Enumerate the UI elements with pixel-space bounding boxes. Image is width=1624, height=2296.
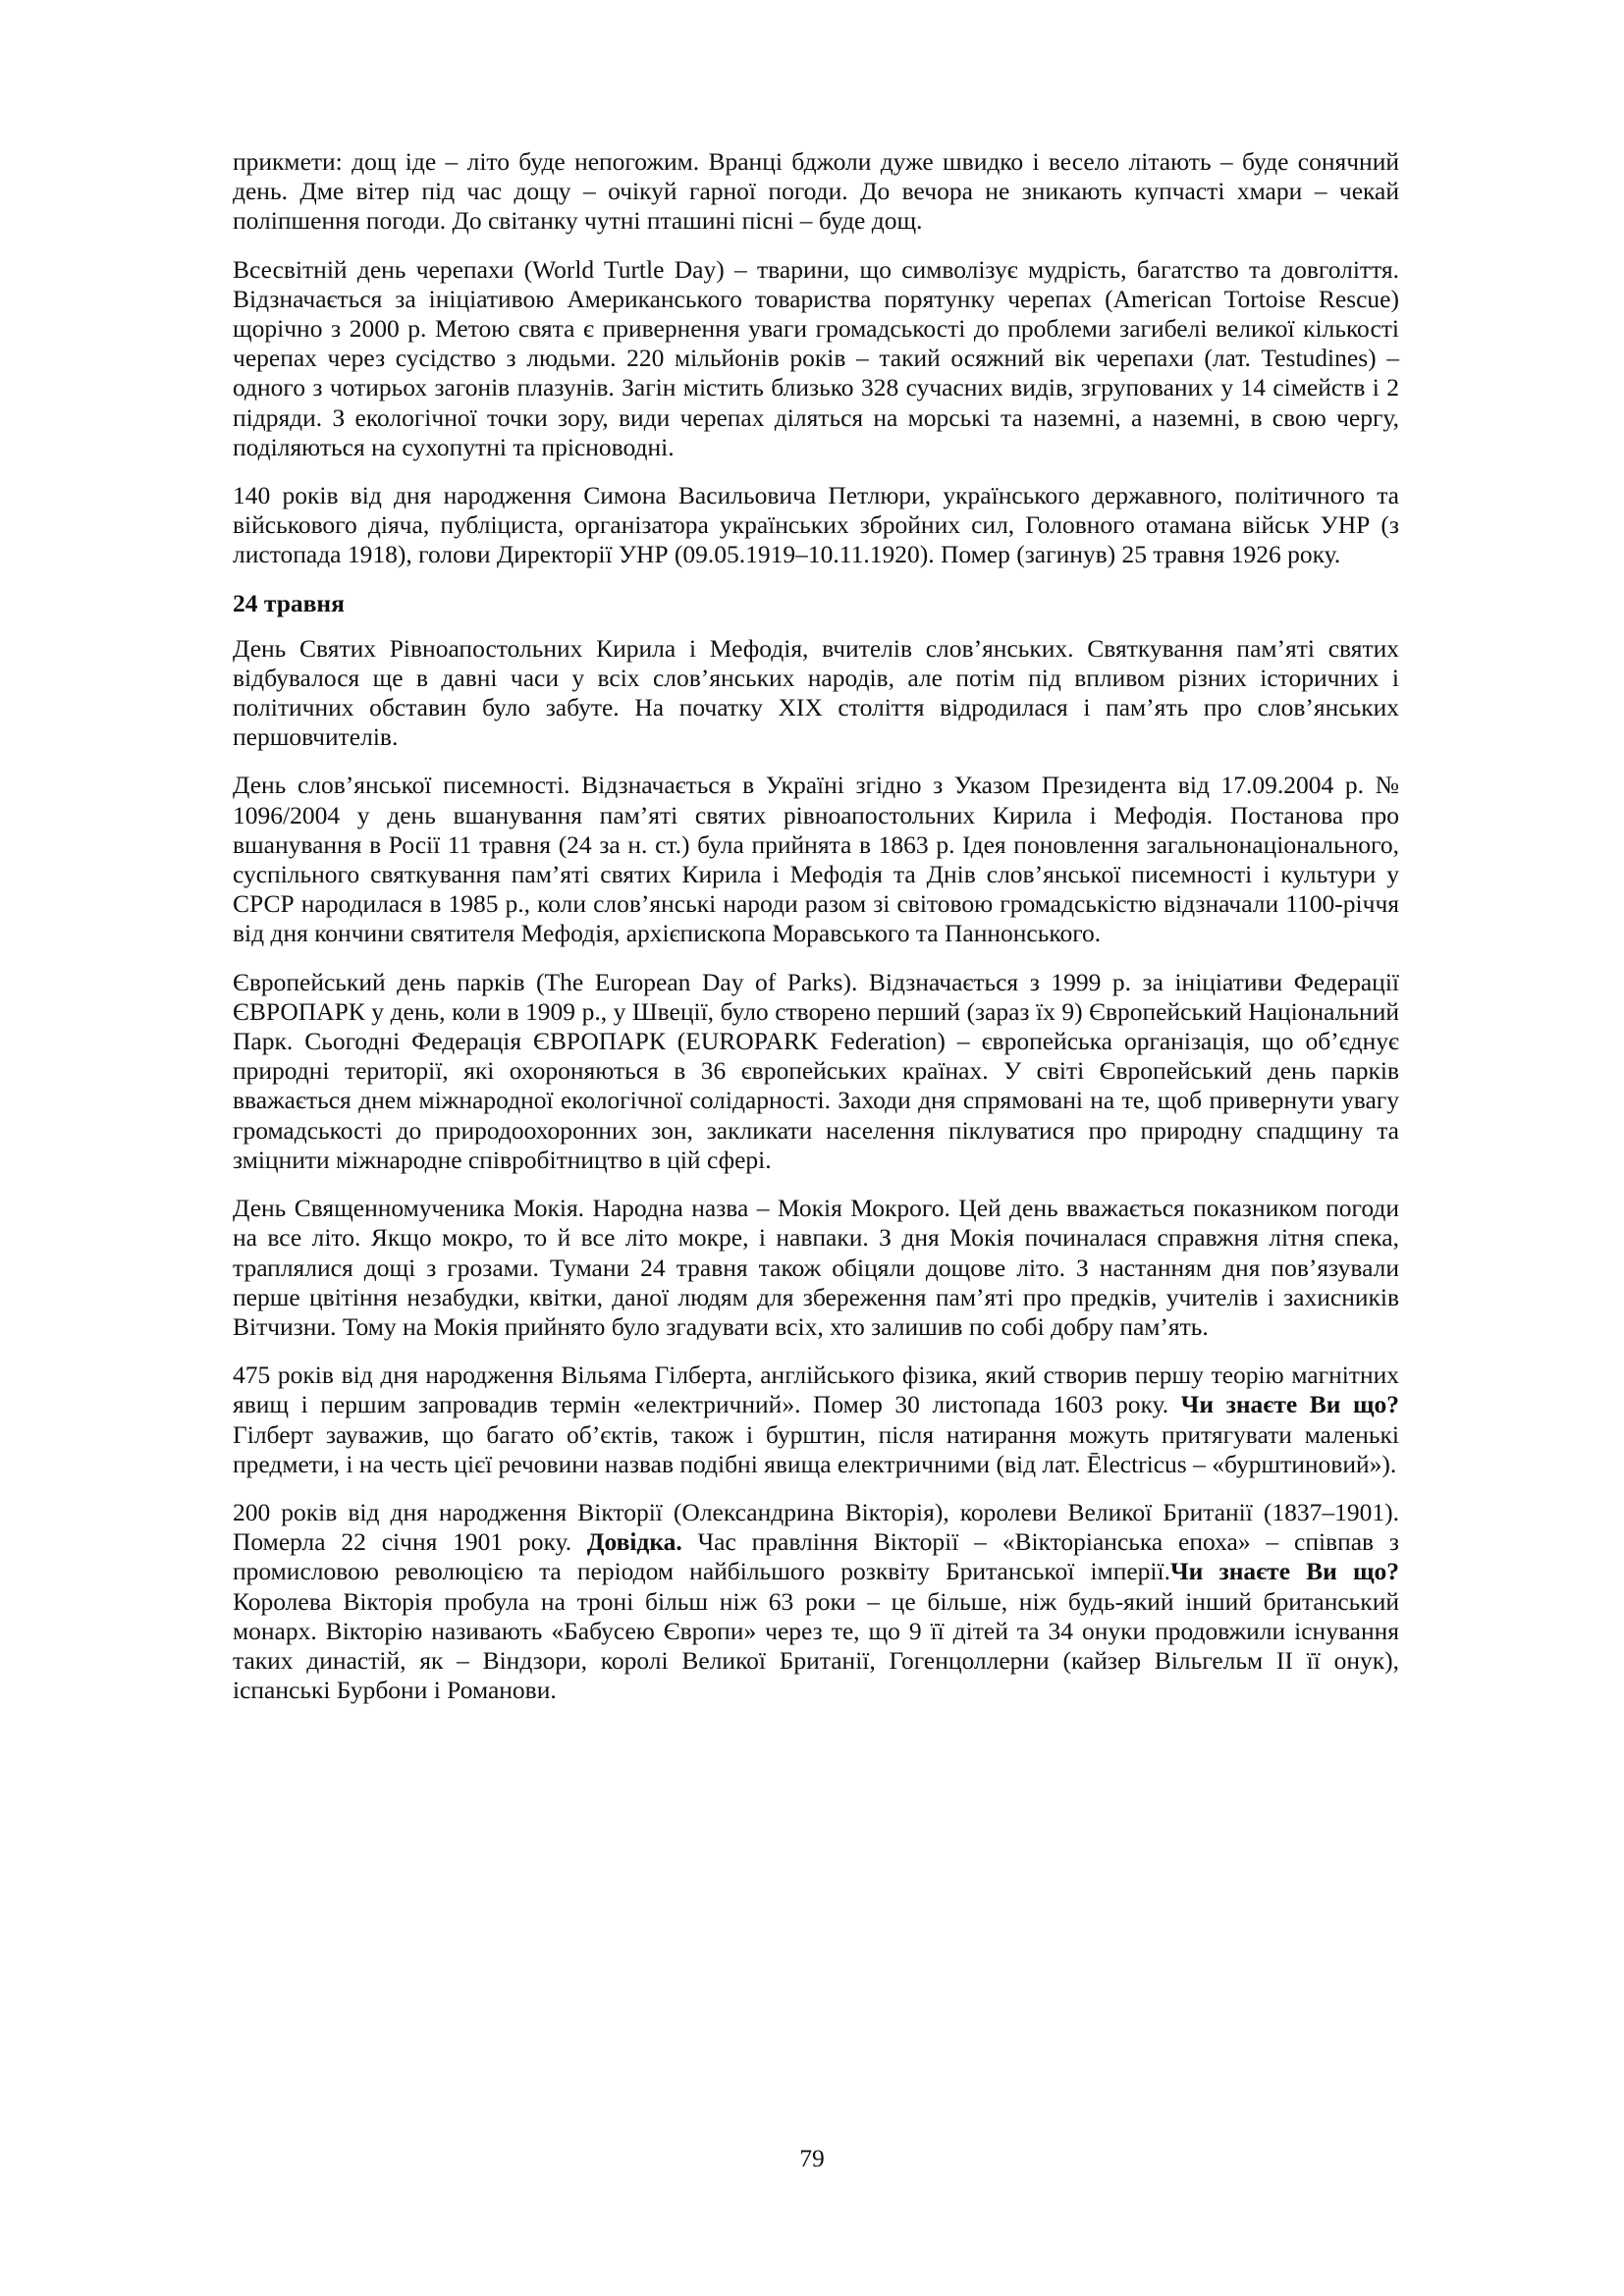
victoria-did-you-know-label: Чи знаєте Ви що? bbox=[1169, 1557, 1399, 1586]
victoria-anniversary-paragraph bbox=[233, 1498, 1399, 1705]
victoria-text-part1: 200 років від дня народження Вікторії (Олександрина Вікторія), королеви Великої Британії (1837–1901). Померла 22 січня 1901 року. bbox=[233, 1497, 1399, 1557]
page-content bbox=[233, 147, 1399, 1724]
slavic-writing-day-paragraph: День слов’янської писемності. Відзначається в Україні згідно з Указом Президента від 17.09.2004 р. № 1096/2004 у день вшанування пам’яті святих рівноапостольних Кирила і Мефодія. Постанова про вшанування в Росії 11 травня (24 за н. ст.) була прийнята в 1863 р. Ідея поновлення загальнонаціонального, суспільного святкування пам’яті святих Кирила і Мефодія та Днів слов’янської писемності і культури у СРСР народилася в 1985 р., коли слов’янські народи разом зі світовою громадськістю відзначали 1100-річчя від дня кончини святителя Мефодія, архієпископа Моравського та Паннонського. bbox=[233, 771, 1399, 948]
victoria-text-part3: Королева Вікторія пробула на троні більш ніж 63 роки – це більше, ніж будь-який інший британський монарх. Вікторію називають «Бабусею Європи» через те, що 9 її дітей та 34 онуки продовжили існування таких династій, як – Віндзори, королі Великої Британії, Гогенцоллерни (кайзер Вільгельм II її онук), іспанські Бурбони і Романови. bbox=[233, 1586, 1399, 1705]
gilbert-text-part2: Гілберт зауважив, що багато об’єктів, також і бурштин, після натирання можуть притягувати маленькі предмети, і на честь цієї речовини назвав подібні явища електричними (від лат. Ēlectricus – «бурштиновий»). bbox=[233, 1419, 1399, 1478]
date-heading-may-24: 24 травня bbox=[233, 588, 345, 617]
gilbert-text-part1: 475 років від дня народження Вільяма Гілберта, англійського фізика, який створив першу теорію магнітних явищ і першим запровадив термін «електричний». Помер 30 листопада 1603 року. bbox=[233, 1361, 1399, 1419]
world-turtle-day-paragraph: Всесвітній день черепахи (World Turtle Day) – тварини, що символізує мудрість, багатство та довголіття. Відзначається за ініціативою Американського товариства порятунку черепах (American Tortoise Rescue) щорічно з 2000 р. Метою свята є привернення уваги громадськості до проблеми загибелі великої кількості черепах через сусідство з людьми. 220 мільйонів років – такий осяжний вік черепахи (лат. Testudines) – одного з чотирьох загонів плазунів. Загін містить близько 328 сучасних видів, згрупованих у 14 сімейств і 2 підряди. З екологічної точки зору, види черепах діляться на морські та наземні, а наземні, в свою чергу, поділяються на сухопутні та прісноводні. bbox=[233, 254, 1399, 461]
page-number: 79 bbox=[799, 2144, 825, 2172]
petliura-anniversary-paragraph: 140 років від дня народження Симона Васильовича Петлюри, українського державного, політичного та військового діяча, публіциста, організатора українських збройних сил, Головного отамана військ УНР (з листопада 1918), голови Директорії УНР (09.05.1919–10.11.1920). Помер (загинув) 25 травня 1926 року. bbox=[233, 481, 1399, 569]
gilbert-did-you-know-label: Чи знаєте Ви що? bbox=[1180, 1390, 1399, 1419]
victoria-text-part2: Час правління Вікторії – «Вікторіанська епоха» – співпав з промисловою революцією та періодом найбільшого розквіту Британської імперії. bbox=[233, 1527, 1399, 1586]
european-day-of-parks-paragraph: Європейський день парків (The European Day of Parks). Відзначається з 1999 р. за ініціативи Федерації ЄВРОПАРК у день, коли в 1909 р., у Швеції, було створено перший (зараз їх 9) Європейський Національний Парк. Сьогодні Федерація ЄВРОПАРК (EUROPARK Federation) – європейська організація, що об’єднує природні території, які охороняються в 36 європейських країнах. У світі Європейський день парків вважається днем міжнародної екологічної солідарності. Заходи дня спрямовані на те, щоб привернути увагу громадськості до природоохоронних зон, закликати населення піклуватися про природну спадщину та зміцнити міжнародне співробітництво в цій сфері. bbox=[233, 967, 1399, 1174]
victoria-reference-label: Довідка. bbox=[586, 1527, 682, 1557]
cyril-methodius-day-paragraph: День Святих Рівноапостольних Кирила і Мефодія, вчителів слов’янських. Святкування пам’яті святих відбувалося ще в давні часи у всіх слов’янських народів, але потім під впливом різних історичних і політичних обставин було забуте. На початку XIX століття відродилася і пам’ять про слов’янських першовчителів. bbox=[233, 633, 1399, 752]
mokiy-day-paragraph: День Священномученика Мокія. Народна назва – Мокія Мокрого. Цей день вважається показником погоди на все літо. Якщо мокро, то й все літо мокре, і навпаки. З дня Мокія починалася справжня літня спека, траплялися дощі з грозами. Тумани 24 травня також обіцяли дощове літо. З настанням дня пов’язували перше цвітіння незабудки, квітки, даної людям для збереження пам’яті про предків, учителів і захисників Вітчизни. Тому на Мокія прийнято було згадувати всіх, хто залишив по собі добру пам’ять. bbox=[233, 1194, 1399, 1341]
weather-signs-paragraph: прикмети: дощ іде – літо буде непогожим. Вранці бджоли дуже швидко і весело літають – буде сонячний день. Дме вітер під час дощу – очікуй гарної погоди. До вечора не зникають купчасті хмари – чекай поліпшення погоди. До світанку чутні пташині пісні – буде дощ. bbox=[233, 147, 1399, 236]
gilbert-anniversary-paragraph bbox=[233, 1361, 1399, 1479]
